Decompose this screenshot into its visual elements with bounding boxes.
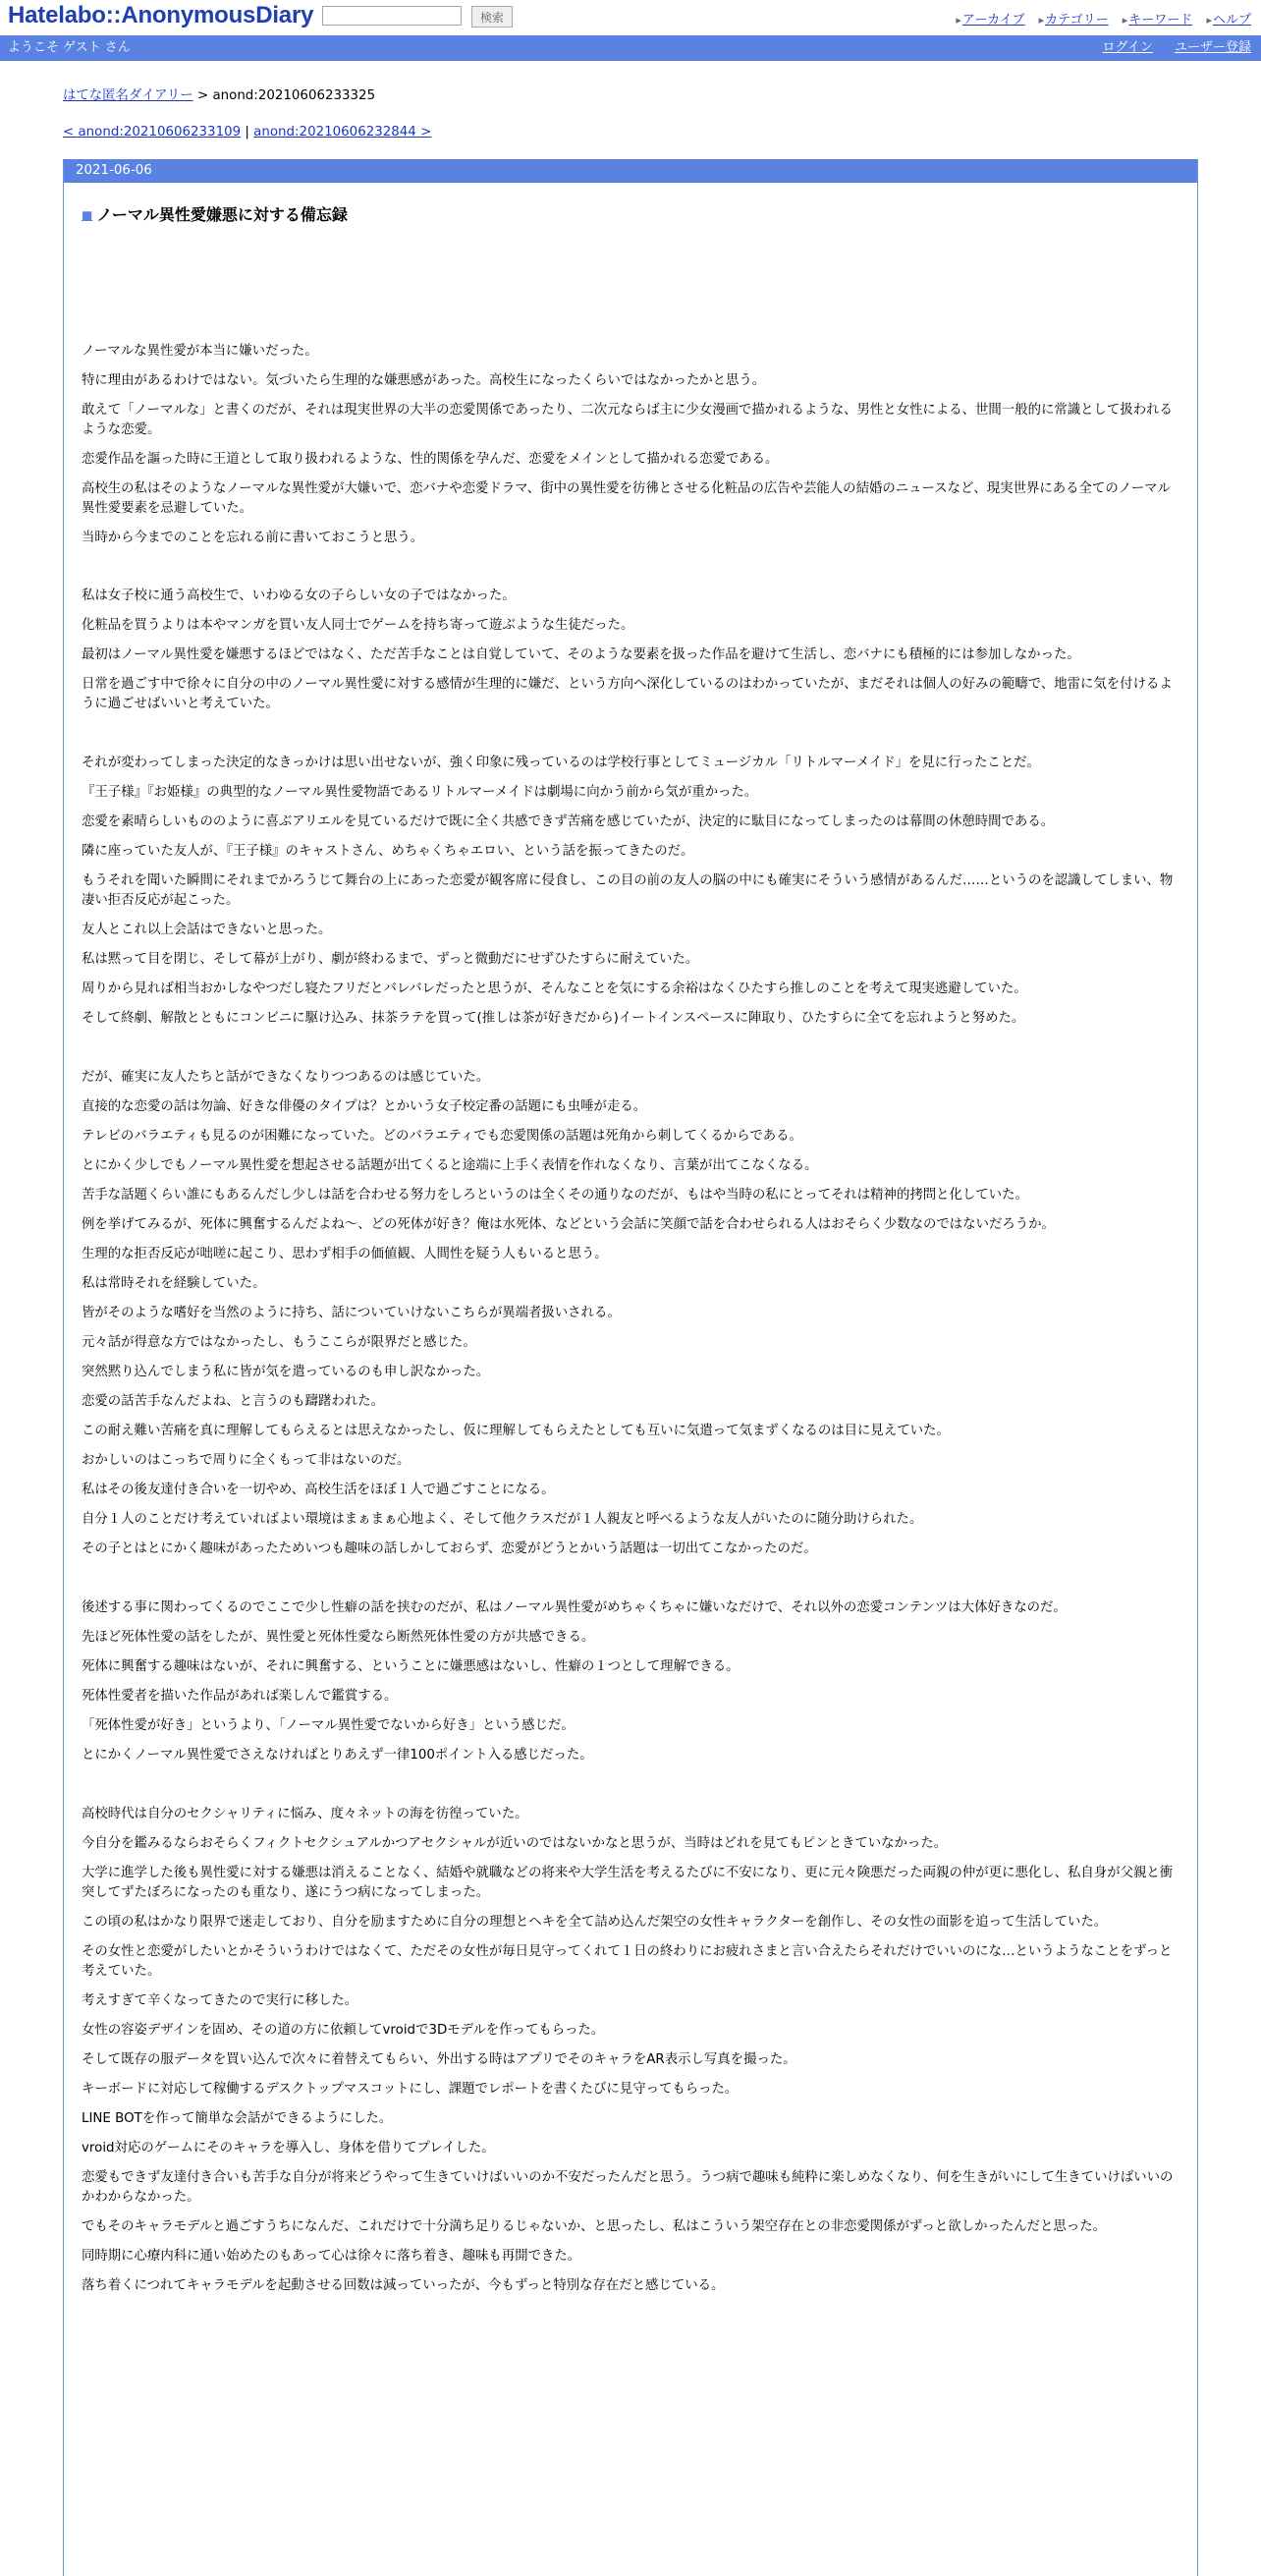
pager-separator: |: [241, 125, 254, 140]
entry-paragraph: 同時期に心療内科に通い始めたのもあって心は徐々に落ち着き、趣味も再開できた。: [82, 2248, 581, 2264]
entry-paragraph: 私はその後友達付き合いを一切やめ、高校生活をほぼ１人で過ごすことになる。: [82, 1483, 555, 1498]
diary-entry: [63, 159, 1198, 2576]
entry-paragraph: とにかくノーマル異性愛でさえなければとりあえず一律100ポイント入る感じだった。: [82, 1748, 593, 1764]
entry-paragraph: 『王子様』『お姫様』の典型的なノーマル異性愛物語であるリトルマーメイドは劇場に向かう前から気が重かった。: [82, 784, 758, 800]
entry-paragraph: おかしいのはこっちで周りに全くもって非はないのだ。: [82, 1453, 411, 1469]
next-entry-link[interactable]: anond:20210606232844 >: [253, 125, 432, 140]
header: [0, 0, 1261, 35]
entry-paragraph: もうそれを聞いた瞬間にそれまでかろうじて舞台の上にあった恋愛が観客席に侵食し、この目の前の友人の脳の中にも確実にそういう感情があるんだ……というのを認識してしまい、物凄い拒否反応が起こった。: [82, 873, 1174, 908]
entry-paragraph: 死体性愛者を描いた作品があれば楽しんで鑑賞する。: [82, 1689, 398, 1705]
entry-paragraph: そして既存の服データを買い込んで次々に着替えてもらい、外出する時はアプリでそのキャラをAR表示し写真を撮った。: [82, 2051, 796, 2067]
entry-date: 2021-06-06: [64, 159, 1197, 183]
entry-paragraph: この耐え難い苦痛を真に理解してもらえるとは思えなかったし、仮に理解してもらえたとしても互いに気遣って気まずくなるのは目に見えていた。: [82, 1424, 950, 1439]
entry-paragraph: vroid対応のゲームにそのキャラを導入し、身体を借りてプレイした。: [82, 2140, 495, 2156]
entry-paragraph: 友人とこれ以上会話はできないと思った。: [82, 922, 332, 937]
entry-paragraph: 恋愛作品を謳った時に王道として取り扱われるような、性的関係を孕んだ、恋愛をメインとして描かれる恋愛である。: [82, 451, 779, 467]
entry-paragraph: 化粧品を買うよりは本やマンガを買い友人同士でゲームを持ち寄って遊ぶような生徒だった。: [82, 618, 634, 634]
entry-paragraph: 大学に進学した後も異性愛に対する嫌悪は消えることなく、結婚や就職などの将来や大学生活を考えるたびに不安になり、更に元々険悪だった両親の仲が更に悪化し、私自身が父親と衝突してずたぼろになったのも重なり、遂にうつ病になってしまった。: [82, 1866, 1174, 1900]
breadcrumb-home-link[interactable]: はてな匿名ダイアリー: [63, 88, 193, 103]
entry-paragraph: 高校生の私はそのようなノーマルな異性愛が大嫌いで、恋バナや恋愛ドラマ、街中の異性愛を彷彿とさせる化粧品の広告や芸能人の結婚のニュースなど、現実世界にある全てのノーマル異性愛要素を忌避していた。: [82, 480, 1171, 516]
help-link[interactable]: ヘルプ: [1212, 13, 1251, 28]
entry-paragraph: 恋愛の話苦手なんだよね、と言うのも躊躇われた。: [82, 1394, 384, 1410]
site-logo[interactable]: Hatelabo::AnonymousDiary: [8, 2, 314, 28]
entry-paragraph: 女性の容姿デザインを固め、その道の方に依頼してvroidで3Dモデルを作ってもらった。: [82, 2022, 605, 2038]
entry-paragraph: 先ほど死体性愛の話をしたが、異性愛と死体性愛なら断然死体性愛の方が共感できる。: [82, 1630, 595, 1646]
arrow-icon: ▸: [1122, 14, 1128, 27]
entry-paragraph: 特に理由があるわけではない。気づいたら生理的な嫌悪感があった。高校生になったくらいではなかったかと思う。: [82, 373, 766, 389]
entry-paragraph: でもそのキャラモデルと過ごすうちになんだ、これだけで十分満ち足りるじゃないか、と思ったし、私はこういう架空存在との非恋愛関係がずっと欲しかったんだと思った。: [82, 2218, 1106, 2234]
entry-paragraph: 日常を過ごす中で徐々に自分の中のノーマル異性愛に対する感情が生理的に嫌だ、という方向へ深化しているのはわかっていたが、まだそれは個人の好みの範疇で、地雷に気を付けるように過ごせばいいと考えていた。: [82, 677, 1173, 712]
signup-link[interactable]: ユーザー登録: [1174, 40, 1251, 55]
entry-paragraph: 周りから見れば相当おかしなやつだし寝たフリだとバレバレだったと思うが、そんなことを気にする余裕はなくひたすら推しのことを考えて現実逃避していた。: [82, 980, 1027, 996]
entry-paragraph: 隣に座っていた友人が、『王子様』のキャストさん、めちゃくちゃエロい、という話を振ってきたのだ。: [82, 844, 694, 860]
entry-pager: [63, 125, 431, 140]
entry-paragraph: 高校時代は自分のセクシャリティに悩み、度々ネットの海を彷徨っていた。: [82, 1807, 528, 1822]
entry-paragraph: 苦手な話題くらい誰にもあるんだし少しは話を合わせる努力をしろというのは全くその通りなのだが、もはや当時の私にとってそれは精神的拷問と化していた。: [82, 1187, 1028, 1203]
entry-paragraph: 恋愛を素晴らしいもののように喜ぶアリエルを見ているだけで既に全く共感できず苦痛を感じていたが、決定的に駄目になってしまったのは幕間の休憩時間である。: [82, 813, 1055, 829]
entry-paragraph: テレビのバラエティも見るのが困難になっていた。どのバラエティでも恋愛関係の話題は死角から刺してくるからである。: [82, 1128, 802, 1144]
entry-paragraph: 最初はノーマル異性愛を嫌悪するほどではなく、ただ苦手なことは自覚していて、そのような要素を扱った作品を避けて生活し、恋バナにも積極的には参加しなかった。: [82, 647, 1080, 663]
breadcrumb: [63, 84, 375, 103]
entry-paragraph: 私は黙って目を閉じ、そして幕が上がり、劇が終わるまで、ずっと微動だにせずひたすらに耐えていた。: [82, 951, 699, 967]
entry-paragraph: 「死体性愛が好き」というより、「ノーマル異性愛でないから好き」という感じだ。: [82, 1718, 575, 1734]
entry-paragraph: とにかく少しでもノーマル異性愛を想起させる話題が出てくると途端に上手く表情を作れなくなり、言葉が出てこなくなる。: [82, 1157, 818, 1173]
entry-paragraph: 私は女子校に通う高校生で、いわゆる女の子らしい女の子ではなかった。: [82, 588, 516, 604]
entry-paragraph: 敢えて「ノーマルな」と書くのだが、それは現実世界の大半の恋愛関係であったり、二次元ならば主に少女漫画で描かれるような、男性と女性による、世間一般的に常識として扱われるような恋愛。: [82, 403, 1173, 437]
entry-paragraph: 突然黙り込んでしまう私に皆が気を遣っているのも申し訳なかった。: [82, 1365, 490, 1380]
permalink-square-icon[interactable]: ■: [82, 208, 93, 222]
entry-paragraph: その女性と恋愛がしたいとかそういうわけではなくて、ただその女性が毎日見守ってくれて１日の終わりにお疲れさまと言い合えたらそれだけでいいのにな…というようなことをずっと考えていた。: [82, 1943, 1173, 1979]
arrow-icon: ▸: [956, 14, 961, 27]
user-bar: [0, 35, 1261, 61]
entry-paragraph: ノーマルな異性愛が本当に嫌いだった。: [82, 344, 318, 359]
search-input[interactable]: [322, 6, 462, 26]
entry-paragraph: 元々話が得意な方ではなかったし、もうここらが限界だと感じた。: [82, 1335, 476, 1351]
entry-paragraph: 後述する事に関わってくるのでここで少し性癖の話を挟むのだが、私はノーマル異性愛がめちゃくちゃに嫌いなだけで、それ以外の恋愛コンテンツは大体好きなのだ。: [82, 1600, 1067, 1616]
entry-paragraph: この頃の私はかなり限界で迷走しており、自分を励ますために自分の理想とヘキを全て詰め込んだ架空の女性キャラクターを創作し、その女性の面影を追って生活していた。: [82, 1914, 1108, 1930]
entry-paragraph: だが、確実に友人たちと話ができなくなりつつあるのは感じていた。: [82, 1069, 490, 1085]
entry-paragraph: 考えすぎて辛くなってきたので実行に移した。: [82, 1992, 358, 2008]
entry-paragraph: 生理的な拒否反応が咄嗟に起こり、思わず相手の価値観、人間性を疑う人もいると思う。: [82, 1246, 608, 1261]
entry-paragraph: 自分１人のことだけ考えていればよい環境はまぁまぁ心地よく、そして他クラスだが１人親友と呼べるような友人がいたのに随分助けられた。: [82, 1512, 923, 1528]
entry-paragraph: 今自分を鑑みるならおそらくフィクトセクシュアルかつアセクシャルが近いのではないかなと思うが、当時はどれを見てもピンときていなかった。: [82, 1836, 948, 1852]
arrow-icon: ▸: [1206, 14, 1212, 27]
entry-paragraph: そして終劇、解散とともにコンビニに駆け込み、抹茶ラテを買って(推しは茶が好きだから)イートインスペースに陣取り、ひたすらに全てを忘れようと努めた。: [82, 1010, 1025, 1026]
prev-entry-link[interactable]: < anond:20210606233109: [63, 125, 242, 140]
entry-paragraph: 死体に興奮する趣味はないが、それに興奮する、ということに嫌悪感はないし、性癖の１つとして理解できる。: [82, 1659, 740, 1675]
welcome-text: ようこそ ゲスト さん: [8, 40, 131, 55]
entry-paragraph: 恋愛もできず友達付き合いも苦手な自分が将来どうやって生きていけばいいのか不安だったんだと思う。うつ病で趣味も純粋に楽しめなくなり、何を生きがいにして生きていけばいいのかわからなかった。: [82, 2169, 1174, 2205]
entry-paragraph: 当時から今までのことを忘れる前に書いておこうと思う。: [82, 530, 424, 545]
entry-paragraph: 私は常時それを経験していた。: [82, 1276, 266, 1291]
keyword-link[interactable]: キーワード: [1128, 13, 1193, 28]
entry-paragraph: 皆がそのような嗜好を当然のように持ち、話についていけないこちらが異端者扱いされる。: [82, 1306, 621, 1321]
category-link[interactable]: カテゴリー: [1045, 13, 1109, 28]
entry-body: [82, 342, 1181, 2306]
entry-paragraph: 例を挙げてみるが、死体に興奮するんだよね～、どの死体が好き？俺は水死体、などという会話に笑顔で話を合わせられる人はおそらく少数なのではないだろうか。: [82, 1216, 1055, 1232]
header-nav: [946, 9, 1251, 28]
entry-paragraph: 直接的な恋愛の話は勿論、好きな俳優のタイプは？とかいう女子校定番の話題にも虫唾が走る。: [82, 1098, 647, 1114]
entry-paragraph: キーボードに対応して稼働するデスクトップマスコットにし、課題でレポートを書くたびに見守ってもらった。: [82, 2081, 739, 2097]
entry-paragraph: それが変わってしまった決定的なきっかけは思い出せないが、強く印象に残っているのは学校行事としてミュージカル「リトルマーメイド」を見に行ったことだ。: [82, 755, 1040, 770]
breadcrumb-current: anond:20210606233325: [212, 88, 376, 103]
entry-paragraph: LINE BOTを作って簡単な会話ができるようにした。: [82, 2110, 393, 2126]
login-link[interactable]: ログイン: [1102, 40, 1153, 55]
entry-title-row: [82, 202, 348, 225]
arrow-icon: ▸: [1038, 14, 1045, 27]
breadcrumb-separator: >: [192, 88, 213, 103]
entry-title: ノーマル異性愛嫌悪に対する備忘録: [96, 205, 348, 224]
search-button[interactable]: 検索: [471, 6, 513, 28]
archive-link[interactable]: アーカイブ: [961, 13, 1025, 28]
entry-paragraph: その子とはとにかく趣味があったためいつも趣味の話しかしておらず、恋愛がどうとかいう話題は一切出てこなかったのだ。: [82, 1541, 817, 1557]
entry-paragraph: 落ち着くにつれてキャラモデルを起動させる回数は減っていったが、今もずっと特別な存在だと感じている。: [82, 2277, 725, 2293]
